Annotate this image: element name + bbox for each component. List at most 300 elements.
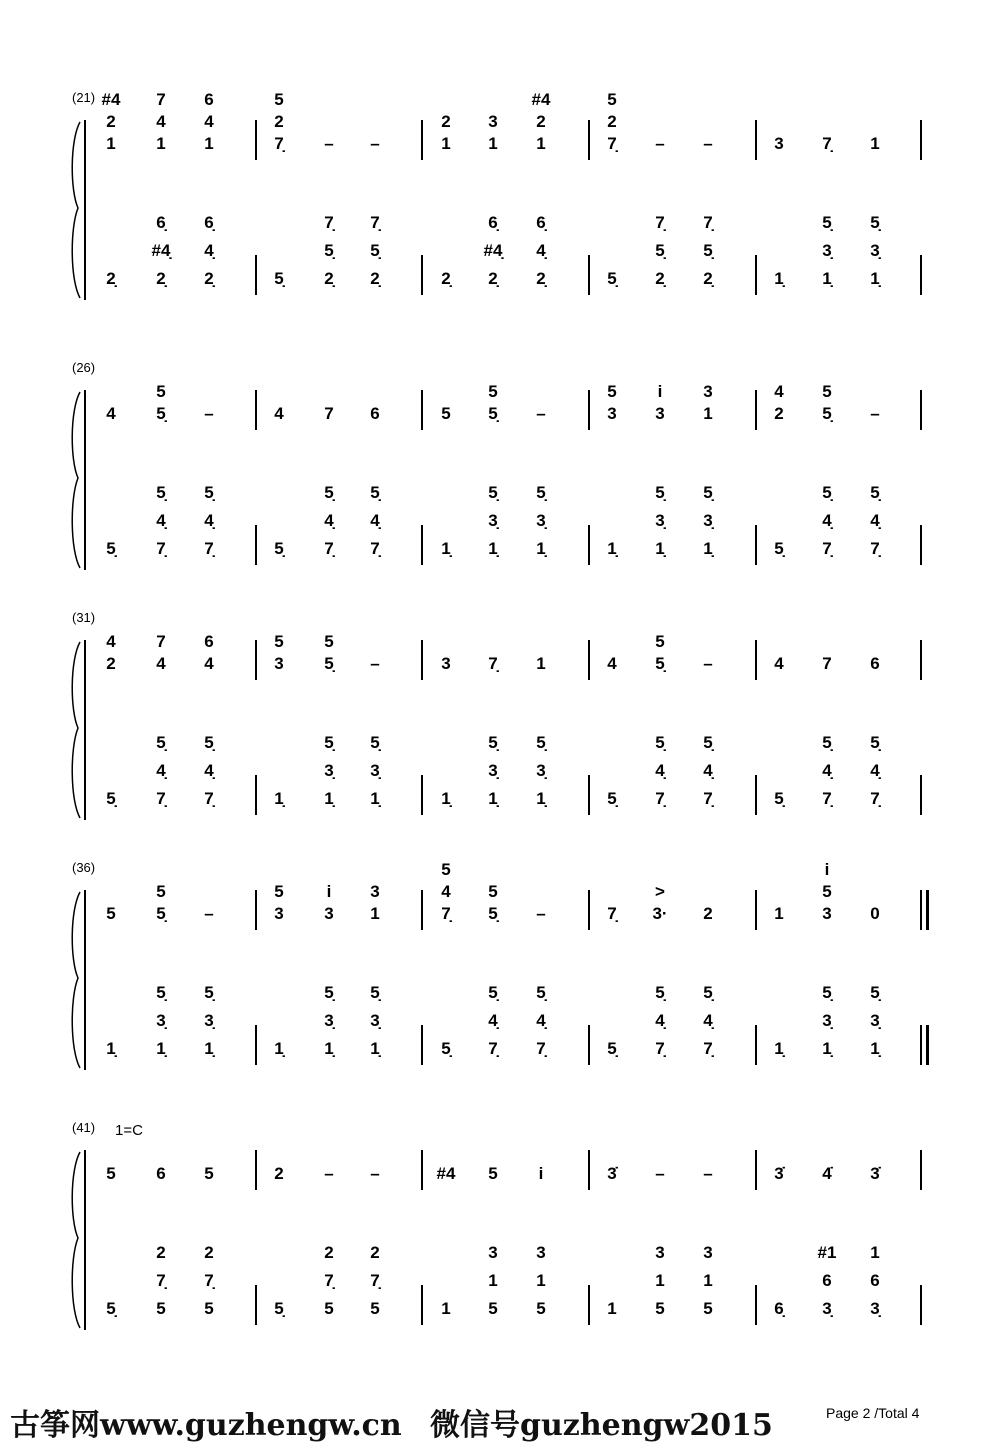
treble-note: 2 bbox=[703, 904, 713, 923]
bass-note: 5̣ bbox=[324, 241, 334, 260]
barline-bass bbox=[920, 775, 922, 815]
bass-note: 5̣ bbox=[870, 983, 880, 1002]
bass-note: 3̣ bbox=[536, 761, 546, 780]
bass-note: 2̣ bbox=[536, 269, 546, 288]
bass-note: 3 bbox=[488, 1243, 498, 1262]
barline-bass bbox=[255, 525, 257, 565]
treble-note: 7 bbox=[156, 90, 166, 109]
bass-note: 2 bbox=[370, 1243, 380, 1262]
treble-note: 3̇ bbox=[870, 1164, 880, 1183]
treble-note: 4 bbox=[204, 112, 214, 131]
barline-treble bbox=[588, 1150, 590, 1190]
treble-note: 5̣ bbox=[156, 404, 166, 423]
bass-note: 4̣ bbox=[488, 1011, 498, 1030]
barline-bass bbox=[588, 255, 590, 295]
bass-note: 1̣ bbox=[324, 1039, 334, 1058]
treble-note: – bbox=[324, 134, 334, 153]
treble-note: 1 bbox=[870, 134, 880, 153]
treble-note: 7 bbox=[324, 404, 334, 423]
treble-note: – bbox=[536, 404, 546, 423]
bass-note: 3̣ bbox=[870, 1299, 880, 1318]
treble-note: 1 bbox=[488, 134, 498, 153]
bass-note: 5̣ bbox=[822, 733, 832, 752]
barline-bass bbox=[920, 1025, 922, 1065]
bass-note: 1̣ bbox=[441, 789, 451, 808]
bass-note: 5 bbox=[655, 1299, 665, 1318]
bass-note: 5̣ bbox=[655, 733, 665, 752]
bass-note: 5̣ bbox=[156, 733, 166, 752]
bass-note: 7̣ bbox=[324, 539, 334, 558]
bass-note: 1̣ bbox=[536, 789, 546, 808]
bass-note: 5̣ bbox=[536, 733, 546, 752]
measure-number: (41) bbox=[72, 1120, 96, 1135]
barline-treble bbox=[755, 890, 757, 930]
barline-bass bbox=[920, 1285, 922, 1325]
bass-note: 2 bbox=[324, 1243, 334, 1262]
bass-note: 2̣ bbox=[441, 269, 451, 288]
bass-note: 7̣ bbox=[703, 1039, 713, 1058]
bass-note: 5̣ bbox=[156, 483, 166, 502]
system bbox=[0, 90, 1000, 310]
bass-note: 4̣ bbox=[703, 1011, 713, 1030]
treble-note: 6 bbox=[870, 654, 880, 673]
treble-note: 4 bbox=[607, 654, 617, 673]
barline-bass bbox=[588, 1025, 590, 1065]
treble-note: 1 bbox=[536, 654, 546, 673]
bass-note: 1̣ bbox=[441, 539, 451, 558]
bass-note: 5̣ bbox=[703, 483, 713, 502]
barline-bass bbox=[255, 1285, 257, 1325]
treble-note: – bbox=[370, 1164, 380, 1183]
bass-note: 5̣ bbox=[774, 539, 784, 558]
system-start-bar bbox=[84, 120, 86, 300]
treble-note: 3 bbox=[822, 904, 832, 923]
bass-note: 2̣ bbox=[106, 269, 116, 288]
barline-bass bbox=[755, 775, 757, 815]
bass-note: 7̣ bbox=[370, 539, 380, 558]
bass-note: 1 bbox=[488, 1271, 498, 1290]
treble-note: 4 bbox=[156, 654, 166, 673]
treble-note: 1 bbox=[536, 134, 546, 153]
treble-note: – bbox=[655, 1164, 665, 1183]
bass-note: 5̣ bbox=[488, 733, 498, 752]
bass-note: 1̣ bbox=[822, 1039, 832, 1058]
bass-note: 5̣ bbox=[655, 483, 665, 502]
treble-note: 5 bbox=[106, 904, 116, 923]
treble-note: 6 bbox=[370, 404, 380, 423]
system-start-bar bbox=[84, 1150, 86, 1330]
barline-treble bbox=[421, 890, 423, 930]
bass-note: 1̣ bbox=[274, 789, 284, 808]
treble-note: 5 bbox=[607, 382, 617, 401]
bass-note: 4̣ bbox=[870, 511, 880, 530]
treble-note: – bbox=[370, 134, 380, 153]
treble-note: 1 bbox=[441, 134, 451, 153]
bass-note: 5̣ bbox=[703, 733, 713, 752]
treble-note: 4 bbox=[156, 112, 166, 131]
bass-note: 5 bbox=[156, 1299, 166, 1318]
bass-note: 5 bbox=[370, 1299, 380, 1318]
treble-note: 5 bbox=[204, 1164, 214, 1183]
barline-bass bbox=[421, 255, 423, 295]
bass-note: 5̣ bbox=[370, 733, 380, 752]
treble-note: > bbox=[655, 882, 665, 901]
bass-note: 5̣ bbox=[106, 789, 116, 808]
bass-note: 7̣ bbox=[204, 539, 214, 558]
bass-note: 7̣ bbox=[703, 213, 713, 232]
barline-bass bbox=[588, 775, 590, 815]
treble-note: 7̣ bbox=[822, 134, 832, 153]
bass-note: 3̣ bbox=[370, 1011, 380, 1030]
treble-note: – bbox=[370, 654, 380, 673]
bass-note: 4̣ bbox=[156, 511, 166, 530]
barline-bass bbox=[421, 525, 423, 565]
bass-note: 3 bbox=[536, 1243, 546, 1262]
bass-note: 1̣ bbox=[536, 539, 546, 558]
bass-note: 4̣ bbox=[870, 761, 880, 780]
treble-note: #4 bbox=[101, 90, 121, 109]
bass-note: 7̣ bbox=[156, 789, 166, 808]
bass-note: 5 bbox=[204, 1299, 214, 1318]
barline-treble bbox=[755, 1150, 757, 1190]
barline-treble bbox=[588, 120, 590, 160]
treble-note: 3 bbox=[370, 882, 380, 901]
barline-bass bbox=[421, 775, 423, 815]
treble-note: i bbox=[824, 860, 830, 879]
treble-note: 5̣ bbox=[655, 654, 665, 673]
bass-note: 5 bbox=[324, 1299, 334, 1318]
bass-note: 3̣ bbox=[156, 1011, 166, 1030]
treble-note: 1 bbox=[774, 904, 784, 923]
bass-note: 5̣ bbox=[370, 983, 380, 1002]
treble-note: 3· bbox=[652, 904, 668, 923]
bass-note: 7̣ bbox=[488, 1039, 498, 1058]
treble-note: #4 bbox=[436, 1164, 456, 1183]
bass-note: 5̣ bbox=[274, 1299, 284, 1318]
treble-note: 7 bbox=[156, 632, 166, 651]
bass-note: 1̣ bbox=[488, 789, 498, 808]
barline-treble bbox=[255, 640, 257, 680]
bass-note: 4̣ bbox=[204, 511, 214, 530]
measure-number: (21) bbox=[72, 90, 96, 105]
treble-note: 3̇ bbox=[774, 1164, 784, 1183]
bass-note: 3̣ bbox=[822, 1011, 832, 1030]
treble-note: 5 bbox=[106, 1164, 116, 1183]
treble-note: i bbox=[326, 882, 332, 901]
barline-treble bbox=[421, 120, 423, 160]
bass-note: 5̣ bbox=[655, 983, 665, 1002]
bass-note: #1 bbox=[817, 1243, 837, 1262]
barline-treble bbox=[920, 390, 922, 430]
bass-note: 6 bbox=[822, 1271, 832, 1290]
barline-treble bbox=[755, 640, 757, 680]
treble-note: 1 bbox=[156, 134, 166, 153]
bass-note: 5̣ bbox=[655, 241, 665, 260]
bass-note: 5̣ bbox=[370, 483, 380, 502]
system bbox=[0, 1120, 1000, 1340]
treble-note: 7̣ bbox=[607, 134, 617, 153]
treble-note: 4 bbox=[774, 654, 784, 673]
bass-note: 5̣ bbox=[536, 983, 546, 1002]
treble-note: 7̣ bbox=[488, 654, 498, 673]
bass-note: 1̣ bbox=[607, 539, 617, 558]
barline-treble bbox=[421, 1150, 423, 1190]
bass-note: 3̣ bbox=[488, 761, 498, 780]
bass-note: 2̣ bbox=[204, 269, 214, 288]
barline-bass bbox=[421, 1025, 423, 1065]
treble-note: 5̣ bbox=[324, 654, 334, 673]
treble-note: 3 bbox=[324, 904, 334, 923]
bass-note: 1̣ bbox=[870, 1039, 880, 1058]
bass-note: 5̣ bbox=[274, 539, 284, 558]
final-barline bbox=[926, 890, 929, 930]
treble-note: 3 bbox=[607, 404, 617, 423]
treble-note: 3 bbox=[655, 404, 665, 423]
treble-note: 3 bbox=[488, 112, 498, 131]
treble-note: 5 bbox=[488, 882, 498, 901]
measure-number: (36) bbox=[72, 860, 96, 875]
bass-note: 3̣ bbox=[703, 511, 713, 530]
bass-note: 5̣ bbox=[822, 213, 832, 232]
bass-note: 7̣ bbox=[822, 789, 832, 808]
treble-note: – bbox=[703, 134, 713, 153]
barline-bass bbox=[755, 525, 757, 565]
bass-note: #4̣ bbox=[151, 241, 171, 260]
bass-note: 7̣ bbox=[536, 1039, 546, 1058]
bass-note: 1̣ bbox=[822, 269, 832, 288]
treble-note: – bbox=[204, 904, 214, 923]
bass-note: 5̣ bbox=[106, 539, 116, 558]
treble-note: 2 bbox=[274, 112, 284, 131]
bass-note: 7̣ bbox=[822, 539, 832, 558]
bass-note: 7̣ bbox=[870, 539, 880, 558]
bass-note: 5̣ bbox=[607, 1039, 617, 1058]
treble-note: – bbox=[655, 134, 665, 153]
barline-treble bbox=[255, 120, 257, 160]
bass-note: #4̣ bbox=[483, 241, 503, 260]
bass-note: 1 bbox=[536, 1271, 546, 1290]
treble-note: 5 bbox=[274, 632, 284, 651]
bass-note: 6̣ bbox=[536, 213, 546, 232]
treble-note: 0 bbox=[870, 904, 880, 923]
treble-note: 5 bbox=[607, 90, 617, 109]
treble-note: 2 bbox=[106, 112, 116, 131]
barline-bass bbox=[255, 1025, 257, 1065]
bass-note: 5̣ bbox=[324, 983, 334, 1002]
barline-bass bbox=[755, 1285, 757, 1325]
treble-note: 5 bbox=[488, 382, 498, 401]
bass-note: 4̣ bbox=[204, 761, 214, 780]
bass-note: 1̣ bbox=[703, 539, 713, 558]
barline-treble bbox=[588, 890, 590, 930]
treble-note: 6 bbox=[156, 1164, 166, 1183]
site-watermark: 古筝网www.guzhengw.cn bbox=[10, 1408, 402, 1443]
bass-note: 3̣ bbox=[204, 1011, 214, 1030]
measure-number: (31) bbox=[72, 610, 96, 625]
bass-note: 1̣ bbox=[655, 539, 665, 558]
barline-treble bbox=[920, 640, 922, 680]
treble-note: 3 bbox=[774, 134, 784, 153]
treble-note: 5 bbox=[822, 382, 832, 401]
bass-note: 5̣ bbox=[607, 789, 617, 808]
bass-note: 1̣ bbox=[370, 789, 380, 808]
bass-note: 5̣ bbox=[536, 483, 546, 502]
treble-note: 5 bbox=[441, 860, 451, 879]
final-barline bbox=[926, 1025, 929, 1065]
bass-note: 4̣ bbox=[324, 511, 334, 530]
treble-note: – bbox=[870, 404, 880, 423]
bass-note: 5̣ bbox=[607, 269, 617, 288]
barline-treble bbox=[421, 640, 423, 680]
bass-note: 4̣ bbox=[703, 761, 713, 780]
bass-note: 5̣ bbox=[156, 983, 166, 1002]
treble-note: #4 bbox=[531, 90, 551, 109]
bass-note: 5̣ bbox=[703, 241, 713, 260]
barline-treble bbox=[755, 390, 757, 430]
bass-note: 3 bbox=[655, 1243, 665, 1262]
measure-number: (26) bbox=[72, 360, 96, 375]
barline-treble bbox=[920, 1150, 922, 1190]
system-start-bar bbox=[84, 890, 86, 1070]
bass-note: 5̣ bbox=[870, 733, 880, 752]
bass-note: 1̣ bbox=[370, 1039, 380, 1058]
bass-note: 7̣ bbox=[655, 213, 665, 232]
treble-note: 1 bbox=[106, 134, 116, 153]
bass-note: 3̣ bbox=[655, 511, 665, 530]
treble-note: 5 bbox=[655, 632, 665, 651]
bass-note: 4̣ bbox=[204, 241, 214, 260]
bass-note: 2̣ bbox=[655, 269, 665, 288]
treble-note: 5 bbox=[156, 382, 166, 401]
barline-treble bbox=[588, 640, 590, 680]
barline-bass bbox=[255, 775, 257, 815]
system bbox=[0, 360, 1000, 580]
treble-note: – bbox=[324, 1164, 334, 1183]
bass-note: 7̣ bbox=[370, 213, 380, 232]
barline-treble bbox=[588, 390, 590, 430]
treble-note: 1 bbox=[703, 404, 713, 423]
bass-note: 5 bbox=[703, 1299, 713, 1318]
barline-bass bbox=[920, 525, 922, 565]
bass-note: 5 bbox=[488, 1299, 498, 1318]
bass-note: 3̣ bbox=[870, 1011, 880, 1030]
bass-note: 4̣ bbox=[822, 761, 832, 780]
bass-note: 7̣ bbox=[870, 789, 880, 808]
bass-note: 3̣ bbox=[870, 241, 880, 260]
bass-note: 5̣ bbox=[204, 983, 214, 1002]
barline-treble bbox=[920, 120, 922, 160]
bass-note: 2̣ bbox=[370, 269, 380, 288]
treble-note: 2 bbox=[774, 404, 784, 423]
bass-note: 1̣ bbox=[156, 1039, 166, 1058]
bass-note: 2̣ bbox=[324, 269, 334, 288]
treble-note: – bbox=[536, 904, 546, 923]
bass-note: 7̣ bbox=[324, 213, 334, 232]
treble-note: 7̣ bbox=[441, 904, 451, 923]
bass-note: 5̣ bbox=[488, 483, 498, 502]
bass-note: 7̣ bbox=[204, 789, 214, 808]
system-start-bar bbox=[84, 640, 86, 820]
barline-bass bbox=[421, 1285, 423, 1325]
bass-note: 3̣ bbox=[822, 241, 832, 260]
barline-treble bbox=[421, 390, 423, 430]
bass-note: 7̣ bbox=[204, 1271, 214, 1290]
treble-note: 6 bbox=[204, 632, 214, 651]
bass-note: 1̣ bbox=[274, 1039, 284, 1058]
barline-treble bbox=[755, 120, 757, 160]
treble-note: – bbox=[703, 654, 713, 673]
treble-note: 5 bbox=[324, 632, 334, 651]
treble-note: 3 bbox=[274, 904, 284, 923]
treble-note: 7̣ bbox=[607, 904, 617, 923]
bass-note: 3 bbox=[703, 1243, 713, 1262]
treble-note: 5 bbox=[441, 404, 451, 423]
treble-note: 3̇ bbox=[607, 1164, 617, 1183]
bass-note: 4̣ bbox=[536, 241, 546, 260]
bass-note: 4̣ bbox=[370, 511, 380, 530]
bass-note: 6̣ bbox=[774, 1299, 784, 1318]
bass-note: 1̣ bbox=[106, 1039, 116, 1058]
bass-note: 2 bbox=[204, 1243, 214, 1262]
bass-note: 7̣ bbox=[655, 1039, 665, 1058]
bass-note: 5̣ bbox=[324, 733, 334, 752]
bass-note: 1̣ bbox=[324, 789, 334, 808]
bass-note: 1 bbox=[870, 1243, 880, 1262]
system bbox=[0, 610, 1000, 830]
bass-note: 6̣ bbox=[156, 213, 166, 232]
bass-note: 7̣ bbox=[156, 1271, 166, 1290]
barline-bass bbox=[920, 255, 922, 295]
bass-note: 5̣ bbox=[441, 1039, 451, 1058]
system-start-bar bbox=[84, 390, 86, 570]
bass-note: 5̣ bbox=[324, 483, 334, 502]
bass-note: 2̣ bbox=[488, 269, 498, 288]
bass-note: 1 bbox=[703, 1271, 713, 1290]
bass-note: 5̣ bbox=[822, 983, 832, 1002]
bass-note: 5 bbox=[536, 1299, 546, 1318]
bass-note: 5̣ bbox=[106, 1299, 116, 1318]
bass-note: 7̣ bbox=[703, 789, 713, 808]
treble-note: 5 bbox=[488, 1164, 498, 1183]
bass-note: 4̣ bbox=[156, 761, 166, 780]
treble-note: 2 bbox=[441, 112, 451, 131]
treble-note: 5 bbox=[822, 882, 832, 901]
barline-treble bbox=[255, 890, 257, 930]
treble-note: 5̣ bbox=[822, 404, 832, 423]
treble-note: 4̇ bbox=[822, 1164, 832, 1183]
bass-note: 5̣ bbox=[703, 983, 713, 1002]
treble-note: i bbox=[657, 382, 663, 401]
treble-note: 5 bbox=[274, 90, 284, 109]
barline-treble bbox=[255, 390, 257, 430]
treble-note: 4 bbox=[106, 632, 116, 651]
bass-note: 3̣ bbox=[370, 761, 380, 780]
bass-note: 2̣ bbox=[156, 269, 166, 288]
bass-note: 4̣ bbox=[655, 761, 665, 780]
page-number: Page 2 /Total 4 bbox=[826, 1405, 920, 1421]
treble-note: 2 bbox=[536, 112, 546, 131]
bass-note: 3̣ bbox=[488, 511, 498, 530]
treble-note: 5̣ bbox=[488, 404, 498, 423]
bass-note: 3̣ bbox=[324, 761, 334, 780]
barline-bass bbox=[255, 255, 257, 295]
bass-note: 1̣ bbox=[488, 539, 498, 558]
wechat-watermark: 微信号guzhengw2015 bbox=[430, 1408, 773, 1443]
treble-note: 5 bbox=[274, 882, 284, 901]
bass-note: 7̣ bbox=[156, 539, 166, 558]
system bbox=[0, 860, 1000, 1080]
barline-bass bbox=[588, 525, 590, 565]
